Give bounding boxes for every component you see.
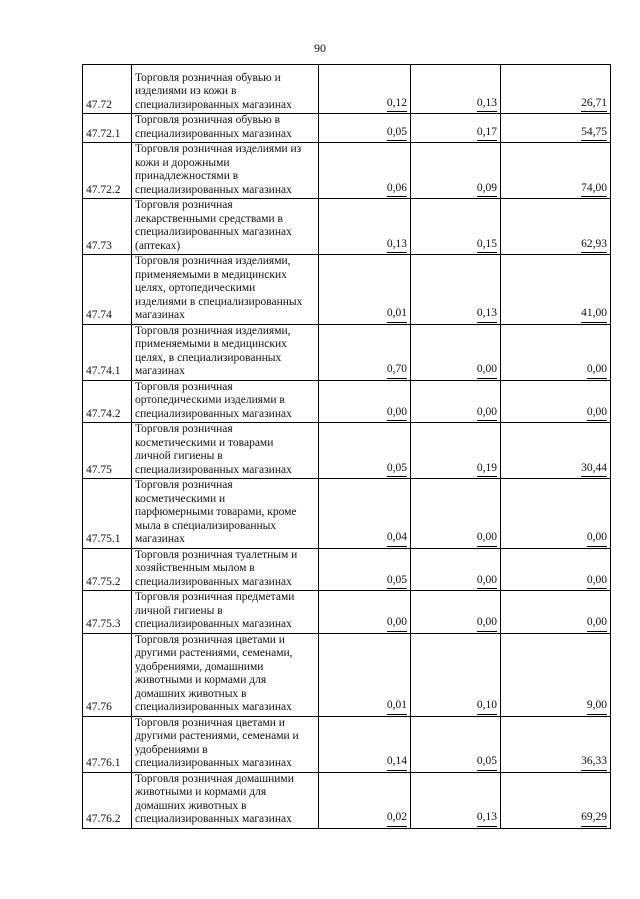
value-3-text: 26,71: [581, 97, 607, 113]
value-3-text: 36,33: [581, 755, 607, 771]
value-2-cell: [411, 114, 501, 143]
value-2-text: 0,00: [477, 616, 497, 632]
value-2-cell: [411, 324, 501, 380]
value-2-cell: [411, 255, 501, 325]
table-row: [83, 65, 611, 114]
value-3-text: 74,00: [581, 182, 607, 198]
value-3-text: 0,00: [587, 406, 607, 422]
value-3-cell: [501, 380, 611, 423]
value-3-text: 0,00: [587, 363, 607, 379]
activity-name-cell: Торговля розничная домашними животными и кормами для домашних животных в специализированных магазинах: [132, 772, 319, 828]
value-3-cell: [501, 199, 611, 255]
value-2-cell: [411, 633, 501, 716]
value-3-cell: [501, 324, 611, 380]
value-1-text: 0,05: [387, 574, 407, 590]
value-3-cell: [501, 548, 611, 591]
value-2-text: 0,00: [477, 574, 497, 590]
okved-code-cell: 47.72.2: [83, 143, 132, 199]
value-3-cell: [501, 772, 611, 828]
value-1-text: 0,70: [387, 363, 407, 379]
table-row: [83, 423, 611, 479]
value-2-text: 0,09: [477, 182, 497, 198]
okved-code-cell: 47.73: [83, 199, 132, 255]
value-1-cell: [319, 380, 411, 423]
value-1-text: 0,13: [387, 238, 407, 254]
value-3-text: 9,00: [587, 699, 607, 715]
okved-code-cell: 47.72: [83, 65, 132, 114]
activity-name-cell: Торговля розничная косметическими и парфюмерными товарами, кроме мыла в специализированных магазинах: [132, 479, 319, 549]
value-2-text: 0,00: [477, 531, 497, 547]
activity-name-cell: Торговля розничная изделиями из кожи и дорожными принадлежностями в специализированных магазинах: [132, 143, 319, 199]
value-2-text: 0,10: [477, 699, 497, 715]
value-3-cell: [501, 143, 611, 199]
activity-name-cell: Торговля розничная изделиями, применяемыми в медицинских целях, ортопедическими изделиями в специализированных магазинах: [132, 255, 319, 325]
okved-code-cell: 47.76.1: [83, 716, 132, 772]
value-2-text: 0,17: [477, 126, 497, 142]
data-table: [82, 64, 611, 829]
table-row: [83, 380, 611, 423]
page-number: 90: [314, 41, 326, 55]
value-2-cell: [411, 199, 501, 255]
value-3-text: 54,75: [581, 126, 607, 142]
table-body: [83, 65, 611, 829]
value-2-cell: [411, 65, 501, 114]
value-1-text: 0,00: [387, 406, 407, 422]
value-2-text: 0,13: [477, 97, 497, 113]
value-1-cell: [319, 591, 411, 634]
value-1-text: 0,14: [387, 755, 407, 771]
activity-name-cell: Торговля розничная изделиями, применяемыми в медицинских целях, в специализированных магазинах: [132, 324, 319, 380]
value-1-cell: [319, 324, 411, 380]
value-1-cell: [319, 548, 411, 591]
value-2-cell: [411, 380, 501, 423]
activity-name-cell: Торговля розничная обувью и изделиями из кожи в специализированных магазинах: [132, 65, 319, 114]
value-2-cell: [411, 143, 501, 199]
okved-code-cell: 47.75: [83, 423, 132, 479]
value-1-cell: [319, 633, 411, 716]
table-row: [83, 479, 611, 549]
value-2-text: 0,15: [477, 238, 497, 254]
value-1-cell: [319, 423, 411, 479]
okved-code-cell: 47.76.2: [83, 772, 132, 828]
value-1-text: 0,01: [387, 699, 407, 715]
activity-name-cell: Торговля розничная обувью в специализированных магазинах: [132, 114, 319, 143]
value-3-cell: [501, 591, 611, 634]
activity-name-cell: Торговля розничная косметическими и товарами личной гигиены в специализированных магазинах: [132, 423, 319, 479]
value-1-text: 0,06: [387, 182, 407, 198]
value-2-cell: [411, 479, 501, 549]
value-2-cell: [411, 548, 501, 591]
value-2-text: 0,00: [477, 363, 497, 379]
activity-name-cell: Торговля розничная ортопедическими изделиями в специализированных магазинах: [132, 380, 319, 423]
value-3-cell: [501, 423, 611, 479]
value-1-cell: [319, 65, 411, 114]
value-1-cell: [319, 114, 411, 143]
activity-name-cell: Торговля розничная цветами и другими растениями, семенами, удобрениями, домашними животными и кормами для домашних животных в специализированных магазинах: [132, 633, 319, 716]
okved-code-cell: 47.74: [83, 255, 132, 325]
value-2-text: 0,05: [477, 755, 497, 771]
value-2-text: 0,13: [477, 811, 497, 827]
value-2-text: 0,19: [477, 462, 497, 478]
value-1-cell: [319, 772, 411, 828]
activity-name-cell: Торговля розничная туалетным и хозяйственным мылом в специализированных магазинах: [132, 548, 319, 591]
value-3-cell: [501, 633, 611, 716]
value-1-cell: [319, 199, 411, 255]
table-row: [83, 591, 611, 634]
value-2-text: 0,13: [477, 307, 497, 323]
table-row: [83, 548, 611, 591]
value-2-cell: [411, 591, 501, 634]
value-1-text: 0,05: [387, 462, 407, 478]
value-3-text: 62,93: [581, 238, 607, 254]
value-2-cell: [411, 423, 501, 479]
value-1-text: 0,05: [387, 126, 407, 142]
okved-code-cell: 47.74.2: [83, 380, 132, 423]
value-3-cell: [501, 479, 611, 549]
value-1-cell: [319, 255, 411, 325]
value-3-text: 41,00: [581, 307, 607, 323]
activity-name-cell: Торговля розничная цветами и другими растениями, семенами и удобрениями в специализированных магазинах: [132, 716, 319, 772]
table-row: [83, 143, 611, 199]
value-3-text: 69,29: [581, 811, 607, 827]
value-1-text: 0,12: [387, 97, 407, 113]
table-row: [83, 114, 611, 143]
value-2-cell: [411, 772, 501, 828]
table-row: [83, 199, 611, 255]
value-1-text: 0,02: [387, 811, 407, 827]
value-3-cell: [501, 65, 611, 114]
value-2-cell: [411, 716, 501, 772]
activity-name-cell: Торговля розничная предметами личной гигиены в специализированных магазинах: [132, 591, 319, 634]
value-1-text: 0,04: [387, 531, 407, 547]
value-3-text: 0,00: [587, 616, 607, 632]
value-1-text: 0,00: [387, 616, 407, 632]
value-3-text: 0,00: [587, 574, 607, 590]
value-2-text: 0,00: [477, 406, 497, 422]
okved-code-cell: 47.72.1: [83, 114, 132, 143]
value-3-text: 0,00: [587, 531, 607, 547]
okved-code-cell: 47.75.1: [83, 479, 132, 549]
okved-code-cell: 47.75.2: [83, 548, 132, 591]
okved-code-cell: 47.76: [83, 633, 132, 716]
value-1-text: 0,01: [387, 307, 407, 323]
table-row: [83, 633, 611, 716]
okved-code-cell: 47.74.1: [83, 324, 132, 380]
table-row: [83, 716, 611, 772]
table-row: [83, 772, 611, 828]
value-1-cell: [319, 716, 411, 772]
value-3-text: 30,44: [581, 462, 607, 478]
value-1-cell: [319, 143, 411, 199]
value-3-cell: [501, 716, 611, 772]
activity-name-cell: Торговля розничная лекарственными средствами в специализированных магазинах (аптеках): [132, 199, 319, 255]
value-1-cell: [319, 479, 411, 549]
value-3-cell: [501, 255, 611, 325]
table-row: [83, 255, 611, 325]
table-row: [83, 324, 611, 380]
value-3-cell: [501, 114, 611, 143]
okved-code-cell: 47.75.3: [83, 591, 132, 634]
